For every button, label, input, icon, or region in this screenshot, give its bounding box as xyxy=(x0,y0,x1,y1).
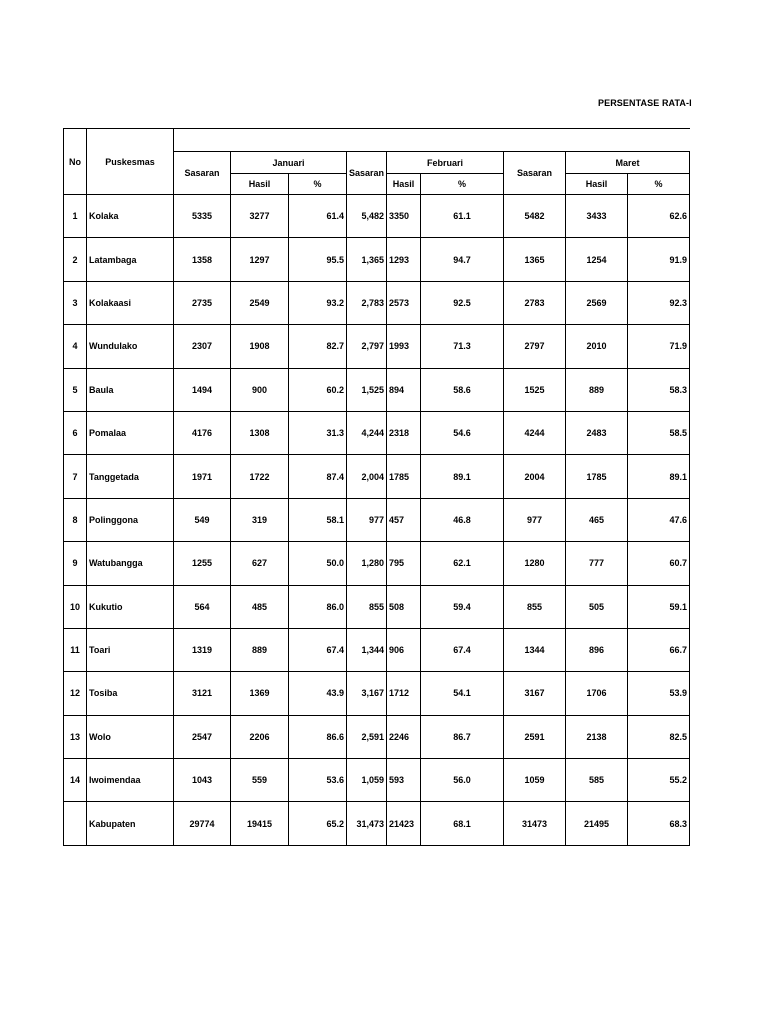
cell-no: 6 xyxy=(64,411,87,454)
table-row xyxy=(64,498,690,541)
cell-feb-pct: 71.3 xyxy=(421,325,504,368)
cell-no: 5 xyxy=(64,368,87,411)
cell-mar-hasil: 896 xyxy=(566,628,628,671)
cell-no: 13 xyxy=(64,715,87,758)
cell-feb-pct: 58.6 xyxy=(421,368,504,411)
table-row xyxy=(64,585,690,628)
cell-jan-hasil: 559 xyxy=(231,759,289,802)
cell-mar-hasil: 3433 xyxy=(566,195,628,238)
cell-jan-pct: 50.0 xyxy=(289,542,347,585)
cell-mar-sasaran: 1344 xyxy=(504,628,566,671)
cell-feb-pct: 86.7 xyxy=(421,715,504,758)
cell-mar-sasaran: 855 xyxy=(504,585,566,628)
table-row xyxy=(64,759,690,802)
cell-mar-hasil: 889 xyxy=(566,368,628,411)
cell-jan-sasaran: 2547 xyxy=(174,715,231,758)
cell-mar-hasil: 21495 xyxy=(566,802,628,845)
cell-jan-hasil: 2549 xyxy=(231,281,289,324)
cell-jan-sasaran: 1319 xyxy=(174,628,231,671)
cell-jan-sasaran: 549 xyxy=(174,498,231,541)
cell-mar-sasaran: 5482 xyxy=(504,195,566,238)
cell-jan-hasil: 627 xyxy=(231,542,289,585)
cell-puskesmas: Kabupaten xyxy=(87,802,174,845)
cell-jan-pct: 86.6 xyxy=(289,715,347,758)
cell-jan-sasaran: 2735 xyxy=(174,281,231,324)
cell-mar-hasil: 2483 xyxy=(566,411,628,454)
cell-jan-sasaran: 4176 xyxy=(174,411,231,454)
header-feb-hasil: Hasil xyxy=(387,174,421,195)
table-row xyxy=(64,238,690,281)
cell-jan-hasil: 900 xyxy=(231,368,289,411)
cell-mar-pct: 62.6 xyxy=(628,195,690,238)
cell-feb-hasil: 593 xyxy=(387,759,421,802)
cell-mar-hasil: 585 xyxy=(566,759,628,802)
cell-puskesmas: Baula xyxy=(87,368,174,411)
header-no: No xyxy=(64,129,87,195)
data-table xyxy=(63,128,690,846)
cell-feb-hasil: 508 xyxy=(387,585,421,628)
cell-jan-pct: 65.2 xyxy=(289,802,347,845)
cell-mar-hasil: 1706 xyxy=(566,672,628,715)
cell-no: 14 xyxy=(64,759,87,802)
cell-mar-sasaran: 1525 xyxy=(504,368,566,411)
cell-feb-pct: 61.1 xyxy=(421,195,504,238)
cell-feb-sasaran: 1,059 xyxy=(347,759,387,802)
cell-jan-hasil: 319 xyxy=(231,498,289,541)
cell-feb-pct: 67.4 xyxy=(421,628,504,671)
cell-jan-sasaran: 564 xyxy=(174,585,231,628)
cell-mar-pct: 58.5 xyxy=(628,411,690,454)
cell-jan-sasaran: 1971 xyxy=(174,455,231,498)
table-row xyxy=(64,368,690,411)
cell-no: 4 xyxy=(64,325,87,368)
cell-jan-sasaran: 29774 xyxy=(174,802,231,845)
cell-feb-hasil: 894 xyxy=(387,368,421,411)
cell-puskesmas: Latambaga xyxy=(87,238,174,281)
cell-jan-hasil: 485 xyxy=(231,585,289,628)
header-month-januari: Januari xyxy=(231,152,347,174)
cell-feb-sasaran: 4,244 xyxy=(347,411,387,454)
cell-feb-pct: 62.1 xyxy=(421,542,504,585)
cell-feb-sasaran: 977 xyxy=(347,498,387,541)
cell-mar-sasaran: 2783 xyxy=(504,281,566,324)
table-row xyxy=(64,325,690,368)
cell-puskesmas: Wundulako xyxy=(87,325,174,368)
cell-mar-sasaran: 4244 xyxy=(504,411,566,454)
cell-mar-hasil: 465 xyxy=(566,498,628,541)
cell-mar-hasil: 2138 xyxy=(566,715,628,758)
cell-feb-hasil: 21423 xyxy=(387,802,421,845)
cell-jan-pct: 86.0 xyxy=(289,585,347,628)
header-month-februari: Februari xyxy=(387,152,504,174)
header-top-band xyxy=(174,129,690,152)
cell-jan-pct: 95.5 xyxy=(289,238,347,281)
cell-mar-hasil: 1254 xyxy=(566,238,628,281)
cell-feb-pct: 56.0 xyxy=(421,759,504,802)
cell-feb-hasil: 795 xyxy=(387,542,421,585)
cell-mar-pct: 89.1 xyxy=(628,455,690,498)
cell-jan-pct: 60.2 xyxy=(289,368,347,411)
cell-jan-sasaran: 1043 xyxy=(174,759,231,802)
cell-feb-sasaran: 2,591 xyxy=(347,715,387,758)
cell-mar-hasil: 777 xyxy=(566,542,628,585)
cell-mar-sasaran: 1365 xyxy=(504,238,566,281)
cell-jan-pct: 61.4 xyxy=(289,195,347,238)
header-feb-sasaran: Sasaran xyxy=(347,152,387,195)
cell-no: 11 xyxy=(64,628,87,671)
cell-jan-pct: 82.7 xyxy=(289,325,347,368)
cell-mar-sasaran: 2797 xyxy=(504,325,566,368)
cell-jan-hasil: 19415 xyxy=(231,802,289,845)
cell-feb-pct: 59.4 xyxy=(421,585,504,628)
cell-mar-hasil: 2569 xyxy=(566,281,628,324)
cell-jan-hasil: 2206 xyxy=(231,715,289,758)
header-feb-pct: % xyxy=(421,174,504,195)
cell-mar-sasaran: 1059 xyxy=(504,759,566,802)
cell-mar-pct: 47.6 xyxy=(628,498,690,541)
cell-puskesmas: Toari xyxy=(87,628,174,671)
cell-jan-hasil: 1297 xyxy=(231,238,289,281)
cell-mar-sasaran: 1280 xyxy=(504,542,566,585)
cell-puskesmas: Pomalaa xyxy=(87,411,174,454)
cell-no: 9 xyxy=(64,542,87,585)
cell-mar-pct: 92.3 xyxy=(628,281,690,324)
cell-feb-hasil: 3350 xyxy=(387,195,421,238)
cell-feb-sasaran: 31,473 xyxy=(347,802,387,845)
cell-mar-hasil: 2010 xyxy=(566,325,628,368)
cell-puskesmas: Kolaka xyxy=(87,195,174,238)
cell-puskesmas: Iwoimendaa xyxy=(87,759,174,802)
cell-jan-hasil: 1369 xyxy=(231,672,289,715)
cell-feb-sasaran: 1,280 xyxy=(347,542,387,585)
cell-puskesmas: Tanggetada xyxy=(87,455,174,498)
cell-feb-hasil: 1712 xyxy=(387,672,421,715)
cell-mar-pct: 66.7 xyxy=(628,628,690,671)
table-row xyxy=(64,281,690,324)
header-jan-sasaran: Sasaran xyxy=(174,152,231,195)
cell-feb-sasaran: 5,482 xyxy=(347,195,387,238)
cell-jan-pct: 67.4 xyxy=(289,628,347,671)
cell-feb-sasaran: 3,167 xyxy=(347,672,387,715)
cell-jan-pct: 31.3 xyxy=(289,411,347,454)
cell-feb-sasaran: 2,004 xyxy=(347,455,387,498)
table-row xyxy=(64,542,690,585)
cell-jan-hasil: 1722 xyxy=(231,455,289,498)
cell-jan-sasaran: 5335 xyxy=(174,195,231,238)
cell-feb-sasaran: 2,797 xyxy=(347,325,387,368)
cell-feb-pct: 54.6 xyxy=(421,411,504,454)
cell-feb-pct: 46.8 xyxy=(421,498,504,541)
cell-jan-sasaran: 1255 xyxy=(174,542,231,585)
table-body xyxy=(64,195,690,846)
cell-feb-pct: 89.1 xyxy=(421,455,504,498)
header-jan-pct: % xyxy=(289,174,347,195)
cell-mar-sasaran: 31473 xyxy=(504,802,566,845)
cell-jan-hasil: 1308 xyxy=(231,411,289,454)
cell-mar-pct: 55.2 xyxy=(628,759,690,802)
cell-feb-hasil: 2318 xyxy=(387,411,421,454)
cell-feb-hasil: 2573 xyxy=(387,281,421,324)
table-row xyxy=(64,455,690,498)
header-mar-pct: % xyxy=(628,174,690,195)
cell-feb-hasil: 1993 xyxy=(387,325,421,368)
cell-feb-pct: 68.1 xyxy=(421,802,504,845)
cell-feb-sasaran: 2,783 xyxy=(347,281,387,324)
cell-puskesmas: Watubangga xyxy=(87,542,174,585)
cell-puskesmas: Tosiba xyxy=(87,672,174,715)
cell-jan-hasil: 1908 xyxy=(231,325,289,368)
cell-puskesmas: Polinggona xyxy=(87,498,174,541)
cell-no: 12 xyxy=(64,672,87,715)
cell-feb-pct: 94.7 xyxy=(421,238,504,281)
cell-jan-hasil: 3277 xyxy=(231,195,289,238)
header-jan-hasil: Hasil xyxy=(231,174,289,195)
cell-jan-sasaran: 2307 xyxy=(174,325,231,368)
cell-mar-pct: 58.3 xyxy=(628,368,690,411)
cell-no: 8 xyxy=(64,498,87,541)
header-row-1 xyxy=(64,129,690,152)
table-row xyxy=(64,195,690,238)
header-mar-hasil: Hasil xyxy=(566,174,628,195)
cell-mar-pct: 60.7 xyxy=(628,542,690,585)
cell-feb-hasil: 906 xyxy=(387,628,421,671)
cell-mar-hasil: 505 xyxy=(566,585,628,628)
cell-puskesmas: Wolo xyxy=(87,715,174,758)
cell-mar-sasaran: 977 xyxy=(504,498,566,541)
cell-jan-sasaran: 3121 xyxy=(174,672,231,715)
cell-no: 3 xyxy=(64,281,87,324)
table-row xyxy=(64,628,690,671)
cell-mar-pct: 68.3 xyxy=(628,802,690,845)
cell-feb-sasaran: 855 xyxy=(347,585,387,628)
cell-no: 7 xyxy=(64,455,87,498)
cell-mar-pct: 71.9 xyxy=(628,325,690,368)
cell-jan-pct: 53.6 xyxy=(289,759,347,802)
table-row xyxy=(64,672,690,715)
cell-jan-pct: 93.2 xyxy=(289,281,347,324)
cell-feb-hasil: 1293 xyxy=(387,238,421,281)
cell-no: 1 xyxy=(64,195,87,238)
cell-jan-sasaran: 1358 xyxy=(174,238,231,281)
cell-feb-pct: 92.5 xyxy=(421,281,504,324)
cell-mar-pct: 82.5 xyxy=(628,715,690,758)
cell-mar-pct: 53.9 xyxy=(628,672,690,715)
cell-jan-hasil: 889 xyxy=(231,628,289,671)
cell-jan-sasaran: 1494 xyxy=(174,368,231,411)
cell-mar-sasaran: 2004 xyxy=(504,455,566,498)
table-row xyxy=(64,411,690,454)
total-row xyxy=(64,802,690,845)
cell-jan-pct: 43.9 xyxy=(289,672,347,715)
cell-no: 2 xyxy=(64,238,87,281)
cell-no xyxy=(64,802,87,845)
report-title: PERSENTASE RATA-I xyxy=(598,98,692,108)
cell-feb-hasil: 2246 xyxy=(387,715,421,758)
cell-jan-pct: 87.4 xyxy=(289,455,347,498)
cell-feb-hasil: 457 xyxy=(387,498,421,541)
cell-mar-sasaran: 3167 xyxy=(504,672,566,715)
cell-no: 10 xyxy=(64,585,87,628)
cell-feb-sasaran: 1,365 xyxy=(347,238,387,281)
cell-jan-pct: 58.1 xyxy=(289,498,347,541)
cell-puskesmas: Kukutio xyxy=(87,585,174,628)
cell-feb-sasaran: 1,525 xyxy=(347,368,387,411)
header-month-maret: Maret xyxy=(566,152,690,174)
header-puskesmas: Puskesmas xyxy=(87,129,174,195)
table-row xyxy=(64,715,690,758)
cell-mar-pct: 91.9 xyxy=(628,238,690,281)
cell-puskesmas: Kolakaasi xyxy=(87,281,174,324)
cell-mar-sasaran: 2591 xyxy=(504,715,566,758)
cell-mar-pct: 59.1 xyxy=(628,585,690,628)
cell-feb-hasil: 1785 xyxy=(387,455,421,498)
cell-feb-sasaran: 1,344 xyxy=(347,628,387,671)
cell-mar-hasil: 1785 xyxy=(566,455,628,498)
cell-feb-pct: 54.1 xyxy=(421,672,504,715)
header-mar-sasaran: Sasaran xyxy=(504,152,566,195)
